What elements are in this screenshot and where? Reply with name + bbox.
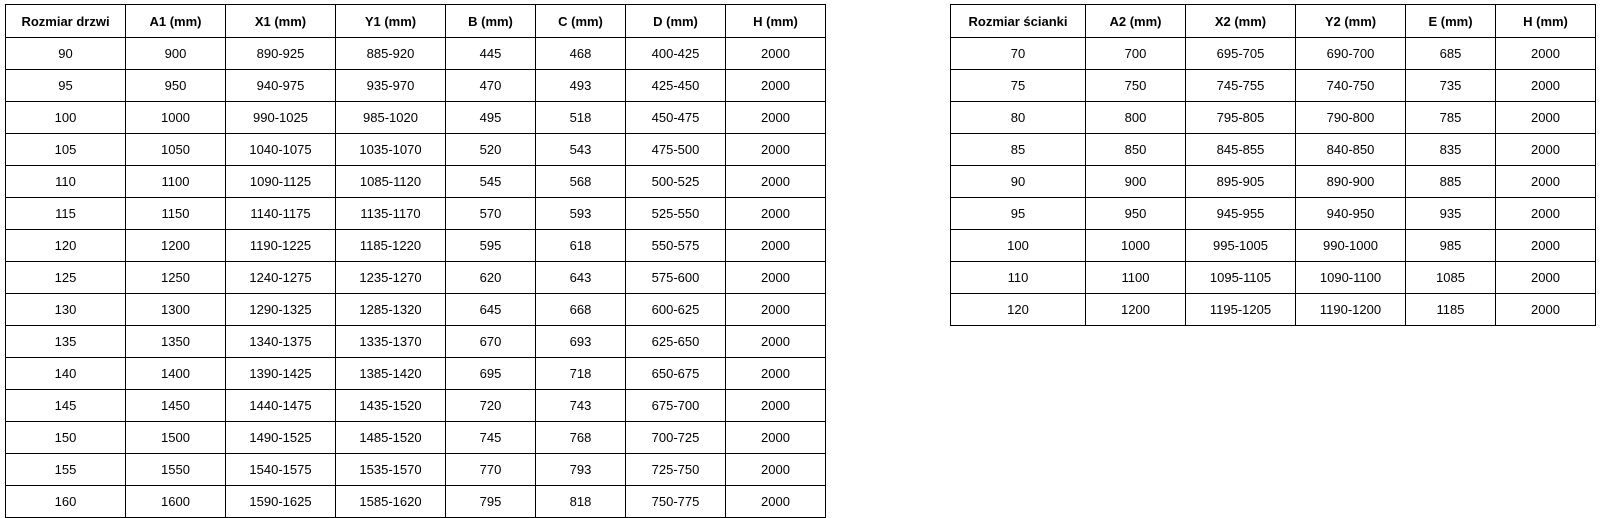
table-cell: 150 [6,422,126,454]
table-cell: 1335-1370 [336,326,446,358]
table-cell: 950 [1086,198,1186,230]
table-cell: 95 [951,198,1086,230]
table-cell: 650-675 [626,358,726,390]
table-cell: 160 [6,486,126,518]
table-cell: 2000 [726,294,826,326]
table-cell: 140 [6,358,126,390]
table-cell: 568 [536,166,626,198]
table-cell: 800 [1086,102,1186,134]
table-row [951,198,1596,230]
table-cell: 985-1020 [336,102,446,134]
table-cell: 1300 [126,294,226,326]
table-row [951,262,1596,294]
table-cell: 1050 [126,134,226,166]
table-cell: 935-970 [336,70,446,102]
table-cell: 2000 [726,198,826,230]
table-cell: 130 [6,294,126,326]
table-cell: 1350 [126,326,226,358]
table-cell: 1435-1520 [336,390,446,422]
table-cell: 115 [6,198,126,230]
table-cell: 2000 [1496,294,1596,326]
table-cell: 1100 [1086,262,1186,294]
table-cell: 593 [536,198,626,230]
table-cell: 520 [446,134,536,166]
table-cell: 643 [536,262,626,294]
table-cell: 500-525 [626,166,726,198]
column-header: A1 (mm) [126,5,226,38]
table-cell: 693 [536,326,626,358]
table-cell: 668 [536,294,626,326]
table-cell: 2000 [726,358,826,390]
table-cell: 735 [1406,70,1496,102]
table-cell: 2000 [1496,70,1596,102]
table-cell: 75 [951,70,1086,102]
table-cell: 595 [446,230,536,262]
table-cell: 1035-1070 [336,134,446,166]
table-cell: 885-920 [336,38,446,70]
table-row [6,230,826,262]
table-cell: 940-975 [226,70,336,102]
table-cell: 110 [6,166,126,198]
table-cell: 2000 [726,454,826,486]
table-cell: 935 [1406,198,1496,230]
table-cell: 1290-1325 [226,294,336,326]
table-cell: 120 [6,230,126,262]
table-cell: 100 [951,230,1086,262]
table-header-row [6,5,826,38]
table-cell: 1440-1475 [226,390,336,422]
walls-table-container [950,4,1596,326]
table-cell: 768 [536,422,626,454]
table-cell: 750 [1086,70,1186,102]
table-row [6,326,826,358]
table-cell: 1090-1100 [1296,262,1406,294]
table-cell: 2000 [726,134,826,166]
table-cell: 125 [6,262,126,294]
table-cell: 1085 [1406,262,1496,294]
doors-dimensions-table [5,4,826,518]
column-header: C (mm) [536,5,626,38]
table-cell: 1400 [126,358,226,390]
table-cell: 2000 [1496,134,1596,166]
table-cell: 770 [446,454,536,486]
table-cell: 135 [6,326,126,358]
table-cell: 1190-1225 [226,230,336,262]
table-cell: 80 [951,102,1086,134]
table-row [6,198,826,230]
table-cell: 120 [951,294,1086,326]
table-cell: 1185-1220 [336,230,446,262]
table-cell: 105 [6,134,126,166]
table-cell: 2000 [726,166,826,198]
table-cell: 1340-1375 [226,326,336,358]
table-cell: 745 [446,422,536,454]
table-row [951,102,1596,134]
table-cell: 700-725 [626,422,726,454]
table-cell: 700 [1086,38,1186,70]
table-cell: 670 [446,326,536,358]
table-cell: 1040-1075 [226,134,336,166]
table-cell: 645 [446,294,536,326]
table-cell: 1490-1525 [226,422,336,454]
table-cell: 900 [1086,166,1186,198]
table-cell: 70 [951,38,1086,70]
table-cell: 1000 [1086,230,1186,262]
doors-table-container [5,4,826,518]
table-cell: 1135-1170 [336,198,446,230]
table-cell: 2000 [1496,230,1596,262]
table-cell: 900 [126,38,226,70]
table-cell: 1000 [126,102,226,134]
table-cell: 110 [951,262,1086,294]
table-cell: 2000 [726,326,826,358]
table-cell: 790-800 [1296,102,1406,134]
table-cell: 425-450 [626,70,726,102]
table-cell: 470 [446,70,536,102]
table-cell: 785 [1406,102,1496,134]
table-cell: 885 [1406,166,1496,198]
table-cell: 675-700 [626,390,726,422]
table-cell: 1390-1425 [226,358,336,390]
table-cell: 695-705 [1186,38,1296,70]
table-row [6,70,826,102]
table-row [6,294,826,326]
table-cell: 685 [1406,38,1496,70]
doors-table-body [6,38,826,518]
table-cell: 518 [536,102,626,134]
table-cell: 1450 [126,390,226,422]
table-cell: 1150 [126,198,226,230]
walls-table-header [951,5,1596,38]
column-header: B (mm) [446,5,536,38]
table-cell: 2000 [726,262,826,294]
table-cell: 690-700 [1296,38,1406,70]
table-cell: 1385-1420 [336,358,446,390]
table-cell: 468 [536,38,626,70]
table-cell: 618 [536,230,626,262]
table-cell: 1240-1275 [226,262,336,294]
table-cell: 990-1000 [1296,230,1406,262]
table-cell: 2000 [726,390,826,422]
doors-table-header [6,5,826,38]
table-cell: 985 [1406,230,1496,262]
table-cell: 620 [446,262,536,294]
table-cell: 1095-1105 [1186,262,1296,294]
column-header: Rozmiar ścianki [951,5,1086,38]
table-cell: 940-950 [1296,198,1406,230]
table-cell: 2000 [726,38,826,70]
table-cell: 1100 [126,166,226,198]
table-cell: 2000 [726,422,826,454]
table-row [951,70,1596,102]
table-cell: 155 [6,454,126,486]
table-row [6,262,826,294]
table-cell: 845-855 [1186,134,1296,166]
table-cell: 1285-1320 [336,294,446,326]
table-cell: 750-775 [626,486,726,518]
table-cell: 475-500 [626,134,726,166]
table-cell: 835 [1406,134,1496,166]
table-cell: 445 [446,38,536,70]
table-cell: 2000 [726,70,826,102]
table-cell: 570 [446,198,536,230]
table-cell: 1590-1625 [226,486,336,518]
table-cell: 990-1025 [226,102,336,134]
table-cell: 145 [6,390,126,422]
table-cell: 2000 [726,230,826,262]
table-cell: 2000 [726,486,826,518]
table-cell: 100 [6,102,126,134]
walls-dimensions-table [950,4,1596,326]
table-cell: 1085-1120 [336,166,446,198]
table-cell: 720 [446,390,536,422]
table-cell: 945-955 [1186,198,1296,230]
table-cell: 550-575 [626,230,726,262]
table-cell: 895-905 [1186,166,1296,198]
table-cell: 2000 [1496,262,1596,294]
table-cell: 793 [536,454,626,486]
table-cell: 1185 [1406,294,1496,326]
table-cell: 725-750 [626,454,726,486]
column-header: A2 (mm) [1086,5,1186,38]
table-cell: 2000 [726,102,826,134]
walls-table-body [951,38,1596,326]
table-cell: 890-925 [226,38,336,70]
table-cell: 740-750 [1296,70,1406,102]
table-cell: 543 [536,134,626,166]
table-cell: 525-550 [626,198,726,230]
table-cell: 493 [536,70,626,102]
table-row [6,38,826,70]
table-cell: 575-600 [626,262,726,294]
table-cell: 1195-1205 [1186,294,1296,326]
table-cell: 745-755 [1186,70,1296,102]
table-cell: 90 [6,38,126,70]
table-row [951,294,1596,326]
column-header: H (mm) [1496,5,1596,38]
table-cell: 1250 [126,262,226,294]
table-row [6,358,826,390]
table-cell: 2000 [1496,102,1596,134]
table-cell: 890-900 [1296,166,1406,198]
table-row [951,38,1596,70]
table-cell: 2000 [1496,166,1596,198]
table-cell: 995-1005 [1186,230,1296,262]
table-cell: 795-805 [1186,102,1296,134]
table-cell: 1190-1200 [1296,294,1406,326]
table-cell: 1550 [126,454,226,486]
table-cell: 95 [6,70,126,102]
column-header: E (mm) [1406,5,1496,38]
table-cell: 400-425 [626,38,726,70]
table-row [6,486,826,518]
table-row [6,390,826,422]
table-row [951,166,1596,198]
column-header: X2 (mm) [1186,5,1296,38]
table-header-row [951,5,1596,38]
table-cell: 450-475 [626,102,726,134]
table-cell: 840-850 [1296,134,1406,166]
table-row [6,134,826,166]
table-cell: 1485-1520 [336,422,446,454]
table-cell: 90 [951,166,1086,198]
table-cell: 818 [536,486,626,518]
table-cell: 1500 [126,422,226,454]
table-cell: 718 [536,358,626,390]
column-header: Rozmiar drzwi [6,5,126,38]
table-cell: 625-650 [626,326,726,358]
table-cell: 1090-1125 [226,166,336,198]
column-header: Y1 (mm) [336,5,446,38]
table-cell: 1200 [1086,294,1186,326]
table-row [951,134,1596,166]
table-cell: 1235-1270 [336,262,446,294]
table-cell: 1540-1575 [226,454,336,486]
column-header: Y2 (mm) [1296,5,1406,38]
table-cell: 545 [446,166,536,198]
column-header: D (mm) [626,5,726,38]
table-row [6,454,826,486]
table-cell: 495 [446,102,536,134]
table-cell: 695 [446,358,536,390]
table-cell: 85 [951,134,1086,166]
table-cell: 1200 [126,230,226,262]
table-cell: 1535-1570 [336,454,446,486]
table-cell: 1600 [126,486,226,518]
table-cell: 600-625 [626,294,726,326]
table-row [6,422,826,454]
table-row [6,102,826,134]
column-header: X1 (mm) [226,5,336,38]
table-cell: 1140-1175 [226,198,336,230]
table-cell: 743 [536,390,626,422]
table-cell: 950 [126,70,226,102]
table-cell: 850 [1086,134,1186,166]
table-cell: 1585-1620 [336,486,446,518]
table-row [6,166,826,198]
table-cell: 795 [446,486,536,518]
table-cell: 2000 [1496,198,1596,230]
column-header: H (mm) [726,5,826,38]
table-cell: 2000 [1496,38,1596,70]
table-row [951,230,1596,262]
